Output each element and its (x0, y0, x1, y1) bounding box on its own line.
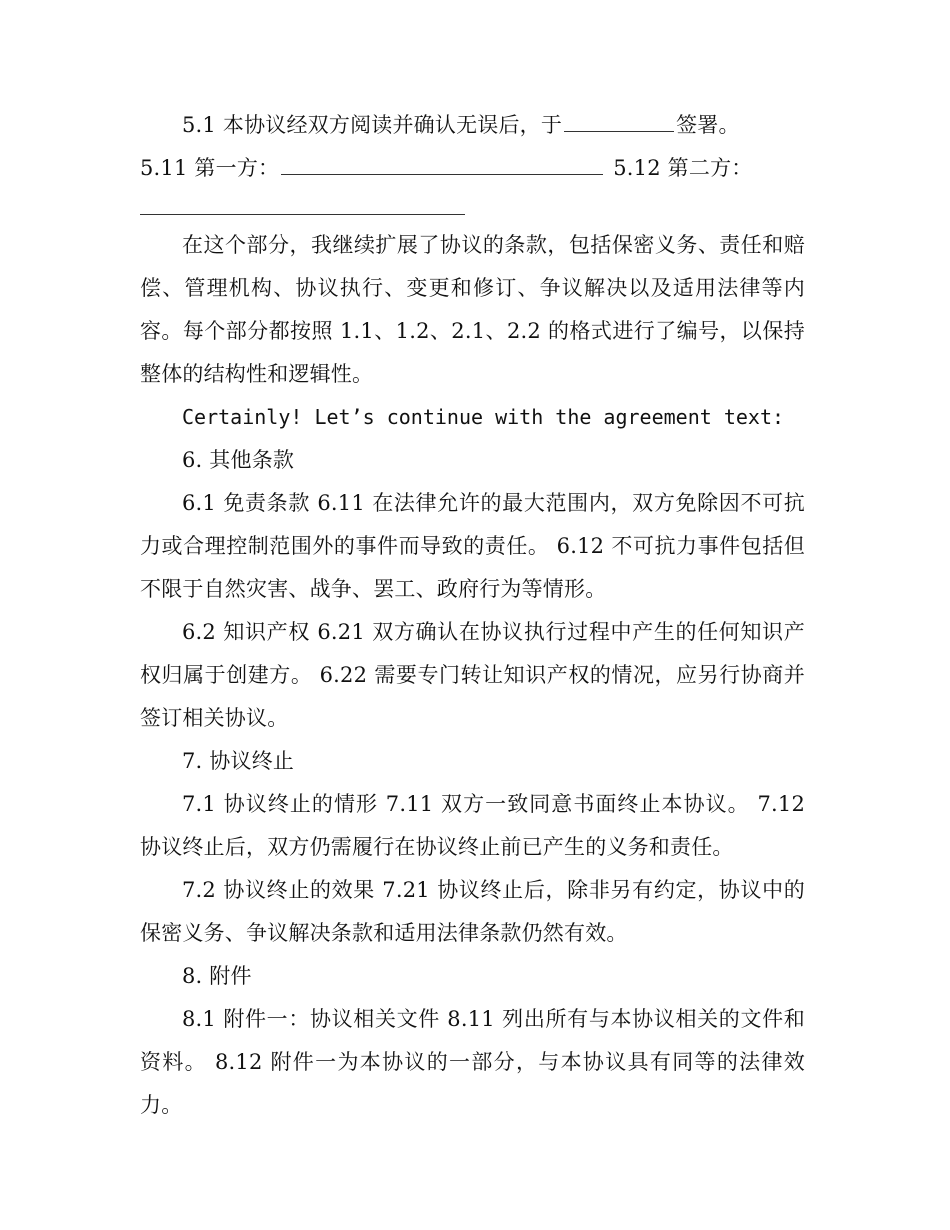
party-two-signature-line (140, 214, 465, 215)
signing-clause-suffix: 签署。 (676, 113, 740, 137)
section-title-other-terms: 6. 其他条款 (182, 448, 295, 472)
clause-disclaimer: 6.1 免责条款 6.11 在法律允许的最大范围内，双方免除因不可抗力或合理控制范围外的事件而导致的责任。 6.12 不可抗力事件包括但不限于自然灾害、战争、罢工、政府行为等情形。 (140, 491, 805, 601)
signing-date-blank (564, 111, 674, 132)
signing-clause (140, 104, 805, 147)
clause-attachment-one: 8.1 附件一：协议相关文件 8.11 列出所有与本协议相关的文件和资料。 8.12 附件一为本协议的一部分，与本协议具有同等的法律效力。 (140, 1007, 805, 1117)
party-one-signature-line (281, 154, 603, 175)
clause-termination-cases: 7.1 协议终止的情形 7.11 双方一致同意书面终止本协议。 7.12 协议终止后，双方仍需履行在协议终止前已产生的义务和责任。 (140, 792, 805, 859)
section-title-attachments: 8. 附件 (182, 964, 252, 988)
continuation-note: Certainly! Let’s continue with the agreement text: (182, 405, 785, 429)
signing-clause-text: 5.1 本协议经双方阅读并确认无误后，于 (182, 113, 563, 137)
party-one-label: 5.11 第一方： (140, 156, 280, 180)
explanation-paragraph: 在这个部分，我继续扩展了协议的条款，包括保密义务、责任和赔偿、管理机构、协议执行、变更和修订、争议解决以及适用法律等内容。每个部分都按照 1.1、1.2、2.1、2.2 的格式进行了编号，以保持整体的结构性和逻辑性。 (140, 233, 805, 386)
signature-row (140, 147, 805, 190)
document-content (140, 104, 805, 1127)
party-two-label: 5.12 第二方： (613, 156, 753, 180)
clause-termination-effects: 7.2 协议终止的效果 7.21 协议终止后，除非另有约定，协议中的保密义务、争议解决条款和适用法律条款仍然有效。 (140, 878, 805, 945)
clause-intellectual-property: 6.2 知识产权 6.21 双方确认在协议执行过程中产生的任何知识产权归属于创建方。 6.22 需要专门转让知识产权的情况，应另行协商并签订相关协议。 (140, 620, 805, 730)
section-title-termination: 7. 协议终止 (182, 749, 295, 773)
